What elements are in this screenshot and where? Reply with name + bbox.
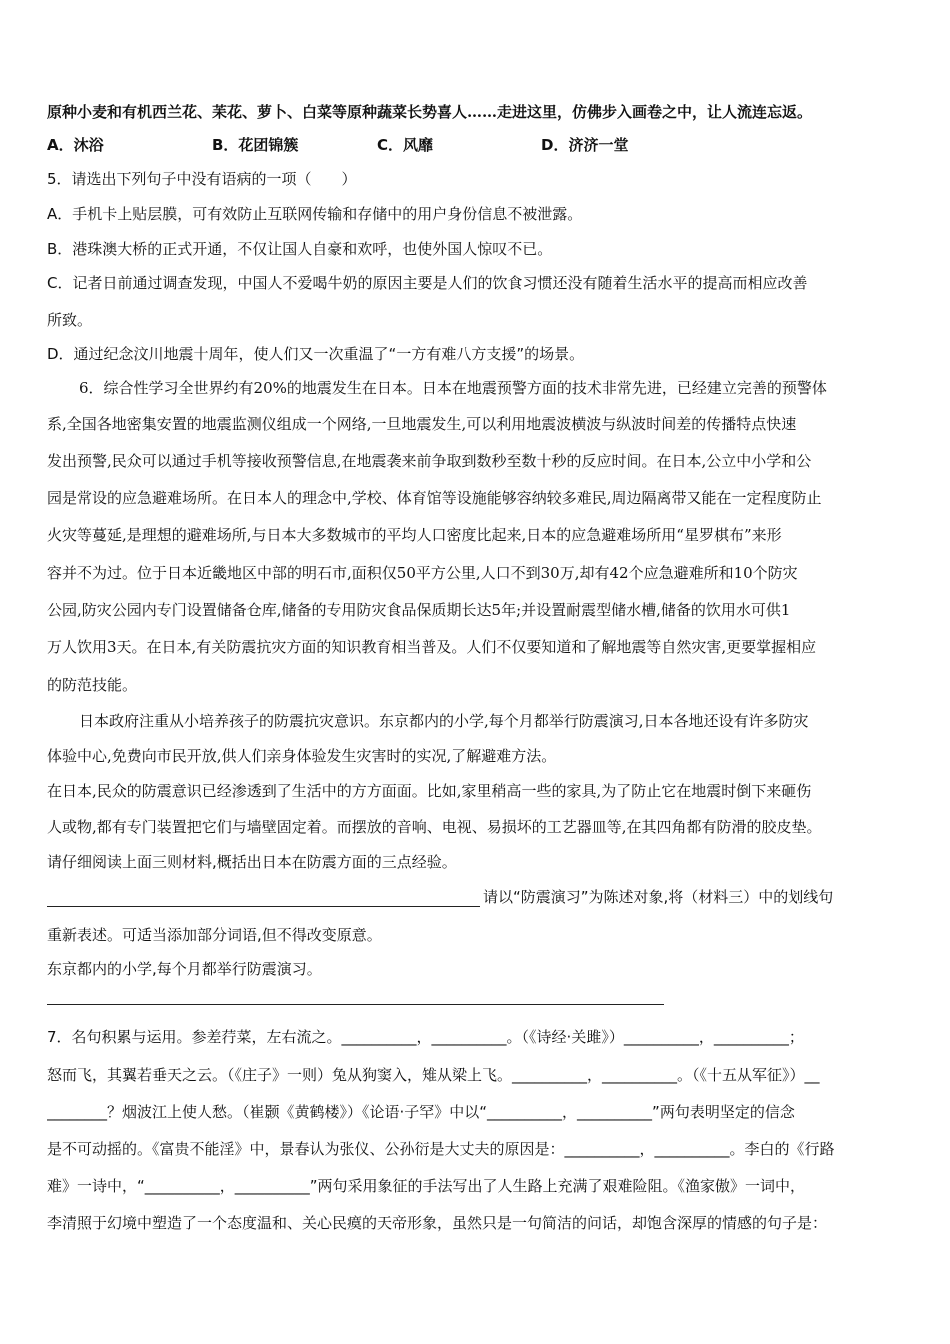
q6-material3-line: 在日本,民众的防震意识已经渗透到了生活中的方方面面。比如,家里稍高一些的家具,为了防止它在地震时倒下来砸伤 — [47, 782, 812, 800]
q6-material1-line: 系,全国各地密集安置的地震监测仪组成一个网络,一旦地震发生,可以利用地震波横波与纵波时间差的传播特点快速 — [47, 415, 797, 433]
q5-option-d: D．通过纪念汶川地震十周年，使人们又一次重温了“一方有难八方支援”的场景。 — [47, 345, 585, 363]
q4-passage-line: 原种小麦和有机西兰花、苿花、萝卜、白菜等原种蔬菜长势喜人……走进这里，仿佛步入画卷之中，让人流连忘返。 — [47, 103, 813, 121]
q7-line: 难》一诗中，“__________，__________”两句采用象征的手法写出了人生路上充满了艰难险阻。《渔家傲》一词中， — [47, 1177, 806, 1195]
q4-option-c: C．风靡 — [377, 136, 434, 154]
q6-answer-line-2[interactable] — [47, 1004, 664, 1005]
q4-option-b: B．花团锦簇 — [212, 136, 299, 154]
q6-material1-line: 火灾等蔓延,是理想的避难场所,与日本大多数城市的平均人口密度比起来,日本的应急避难场所用“星罗棋布”来形 — [47, 526, 782, 544]
q5-option-a: A．手机卡上贴层膜，可有效防止互联网传输和存储中的用户身份信息不被泄露。 — [47, 205, 583, 223]
q6-material1-line: 6．综合性学习全世界约有20%的地震发生在日本。日本在地震预警方面的技术非常先进，已经建立完善的预警体 — [79, 379, 827, 397]
q6-material1-line: 容并不为过。位于日本近畿地区中部的明石市,面积仅50平方公里,人口不到30万,却有42个应急避难所和10个防灾 — [47, 564, 798, 582]
q7-line: ________？烟波江上使人愁。（崔颢《黄鹤楼》）《论语·子罕》中以“__________，__________”两句表明坚定的信念 — [47, 1103, 795, 1121]
q6-material3-line: 人或物,都有专门装置把它们与墙壁固定着。而摆放的音响、电视、易损坏的工艺器皿等,在其四角都有防滑的胶皮垫。 — [47, 818, 822, 836]
q5-option-c-line1: C．记者日前通过调查发现，中国人不爱喝牛奶的原因主要是人们的饮食习惯还没有随着生活水平的提高而相应改善 — [47, 274, 808, 292]
q6-material2-line: 日本政府注重从小培养孩子的防震抗灾意识。东京都内的小学,每个月都举行防震演习,日本各地还设有许多防灾 — [79, 712, 809, 730]
q7-line: 李清照于幻境中塑造了一个态度温和、关心民瘼的天帝形象，虽然只是一句简洁的问话，却饱含深厚的情感的句子是： — [47, 1214, 828, 1232]
q6-material1-line: 发出预警,民众可以通过手机等接收预警信息,在地震袭来前争取到数秒至数十秒的反应时间。在日本,公立中小学和公 — [47, 452, 812, 470]
q4-option-d: D．济济一堂 — [541, 136, 629, 154]
q6-material2-line: 体验中心,免费向市民开放,供人们亲身体验发生灾害时的实况,了解避难方法。 — [47, 747, 557, 765]
q5-option-b: B．港珠澳大桥的正式开通，不仅让国人自豪和欢呼，也使外国人惊叹不已。 — [47, 240, 553, 258]
q7-line: 7．名句积累与运用。参差荇菜，左右流之。__________，__________。（《诗经·关雎》）__________，__________； — [47, 1028, 804, 1046]
q6-material1-line: 公园,防灾公园内专门设置储备仓库,储备的专用防灾食品保质期长达5年;并设置耐震型储水槽,储备的饮用水可供1 — [47, 601, 791, 619]
q6-material1-line: 的防范技能。 — [47, 676, 138, 694]
q5-stem: 5．请选出下列句子中没有语病的一项（ ） — [47, 170, 357, 188]
q7-line: 是不可动摇的。《富贵不能淫》中，景春认为张仪、公孙衍是大丈夫的原因是：__________，__________。李白的《行路 — [47, 1140, 835, 1158]
q6-material1-line: 园是常设的应急避难场所。在日本人的理念中,学校、体育馆等设施能够容纳较多难民,周边隔离带又能在一定程度防止 — [47, 489, 822, 507]
q6-task1: 请仔细阅读上面三则材料,概括出日本在防震方面的三点经验。 — [47, 853, 457, 871]
q6-answer-line-1[interactable] — [47, 906, 480, 907]
q6-task2-line1: 请以“防震演习”为陈述对象,将（材料三）中的划线句 — [483, 888, 834, 906]
q6-target-sentence: 东京都内的小学,每个月都举行防震演习。 — [47, 960, 322, 978]
q7-line: 怒而飞，其翼若垂天之云。（《庄子》一则）兔从狗窦入，雉从梁上飞。__________，__________。（《十五从军征》）__ — [47, 1066, 820, 1084]
q6-material1-line: 万人饮用3天。在日本,有关防震抗灾方面的知识教育相当普及。人们不仅要知道和了解地震等自然灾害,更要掌握相应 — [47, 638, 817, 656]
q4-option-a: A．沐浴 — [47, 136, 104, 154]
q6-task2-line2: 重新表述。可适当添加部分词语,但不得改变原意。 — [47, 926, 382, 944]
q5-option-c-line2: 所致。 — [47, 311, 93, 329]
